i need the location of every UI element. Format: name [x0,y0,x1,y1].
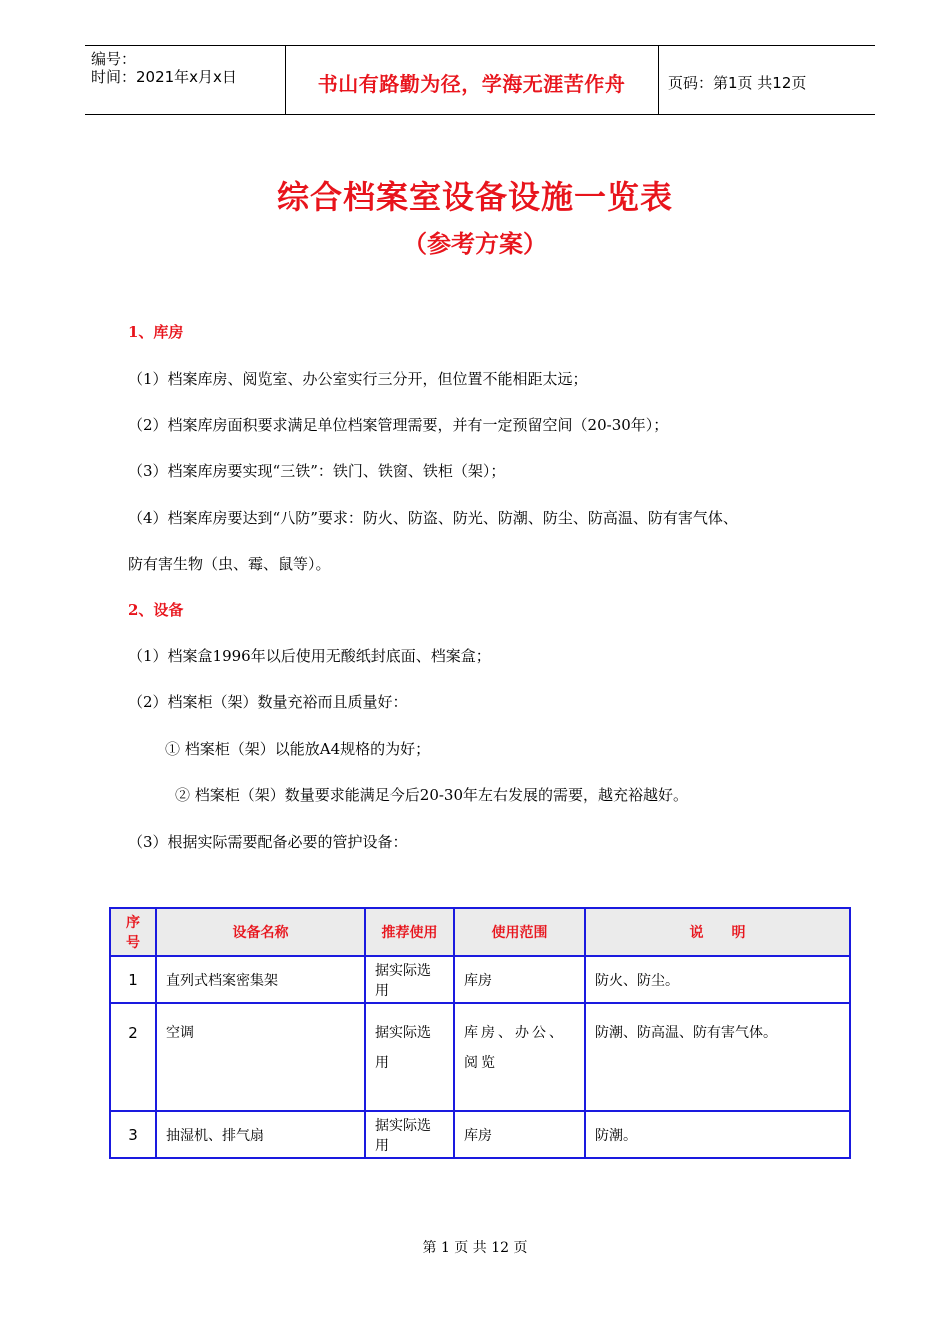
table-cell: 库房、办公、阅览 [454,1003,585,1111]
document-subtitle: （参考方案） [403,229,547,258]
table-cell: 3 [110,1111,156,1158]
page-header [85,45,875,115]
table-cell: 防潮、防高温、防有害气体。 [585,1003,850,1111]
table-header-cell: 使用范围 [454,908,585,956]
equipment-table [109,907,851,1159]
table-cell: 直列式档案密集架 [156,956,365,1003]
paragraph: ② 档案柜（架）数量要求能满足今后20-30年左右发展的需要，越充裕越好。 [175,786,689,804]
table-header-row [110,908,850,956]
document-title: 综合档案室设备设施一览表 [276,178,673,216]
paragraph: （3）档案库房要实现“三铁”：铁门、铁窗、铁柜（架）； [128,462,506,480]
table-header-cell: 说 明 [585,908,850,956]
paragraph: 防有害生物（虫、霉、鼠等）。 [128,555,331,573]
paragraph: （2）档案柜（架）数量充裕而且质量好： [128,693,408,711]
table-cell: 库房 [454,1111,585,1158]
paragraph: ① 档案柜（架）以能放A4规格的为好； [165,740,431,758]
header-meta [91,50,281,86]
table-cell: 防火、防尘。 [585,956,850,1003]
header-motto: 书山有路勤为径，学海无涯苦作舟 [317,72,626,96]
header-divider [658,46,659,114]
paragraph: （1）档案盒1996年以后使用无酸纸封底面、档案盒； [128,647,491,665]
table-row [110,956,850,1003]
table-cell: 空调 [156,1003,365,1111]
table-cell: 防潮。 [585,1111,850,1158]
code-label: 编号： [91,50,137,68]
table-row [110,1111,850,1158]
table-cell: 库房 [454,956,585,1003]
paragraph: （1）档案库房、阅览室、办公室实行三分开，但位置不能相距太远； [128,370,588,388]
table-cell: 抽湿机、排气扇 [156,1111,365,1158]
paragraph: （4）档案库房要达到“八防”要求：防火、防盗、防光、防潮、防尘、防高温、防有害气体、 [128,509,738,527]
table-header-cell: 设备名称 [156,908,365,956]
table-header-cell: 序号 [110,908,156,956]
paragraph: （3）根据实际需要配备必要的管护设备： [128,833,408,851]
section-heading: 2、设备 [128,601,184,619]
page-footer: 第 1 页 共 12 页 [422,1240,528,1256]
table-cell: 2 [110,1003,156,1111]
table-cell: 据实际选用 [365,956,454,1003]
table-header-cell: 推荐使用 [365,908,454,956]
table-cell: 据实际选用 [365,1111,454,1158]
table-cell: 据实际选用 [365,1003,454,1111]
header-page-info: 页码：第1页 共12页 [668,74,807,92]
table-row [110,1003,850,1111]
table-cell: 1 [110,956,156,1003]
section-heading: 1、库房 [128,323,184,341]
paragraph: （2）档案库房面积要求满足单位档案管理需要，并有一定预留空间（20-30年）； [128,416,669,434]
date-label: 时间：2021年x月x日 [91,68,237,86]
